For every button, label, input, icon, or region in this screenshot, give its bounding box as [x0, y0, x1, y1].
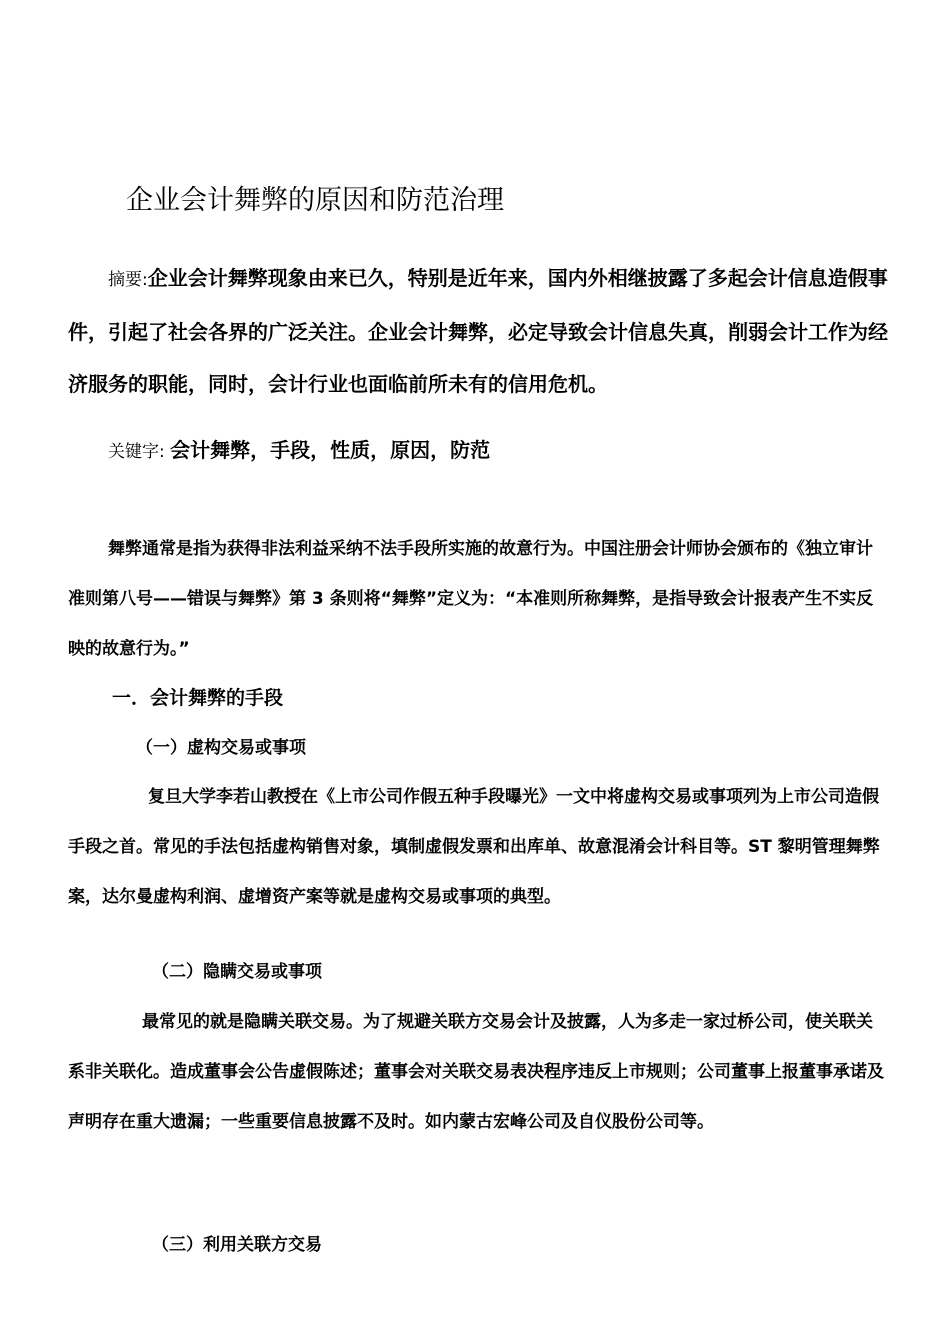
subsection-heading-2: （二）隐瞒交易或事项 — [152, 962, 322, 982]
document-title: 企业会计舞弊的原因和防范治理 — [126, 185, 504, 216]
keywords-label: 关键字: — [108, 442, 171, 462]
intro-paragraph: 舞弊通常是指为获得非法利益采纳不法手段所实施的故意行为。中国注册会计师协会颁布的《独立审计准则第八号——错误与舞弊》第 3 条则将“舞弊”定义为：“本准则所称舞弊，是指导致会计报表产生不实反映的故意行为。” — [68, 539, 874, 659]
keywords-text: 会计舞弊，手段，性质，原因，防范 — [170, 438, 491, 462]
subsection-paragraph-2: 最常见的就是隐瞒关联交易。为了规避关联方交易会计及披露，人为多走一家过桥公司，使关联关系非关联化。造成董事会公告虚假陈述；董事会对关联交易表决程序违反上市规则；公司董事上报董事承诺及声明存在重大遗漏；一些重要信息披露不及时。如内蒙古宏峰公司及自仪股份公司等。 — [68, 1012, 884, 1132]
abstract-label: 摘要: — [108, 270, 148, 290]
section-heading-1: 一．会计舞弊的手段 — [112, 687, 284, 709]
subsection-heading-1: （一）虚构交易或事项 — [136, 738, 306, 758]
subsection-paragraph-1: 复旦大学李若山教授在《上市公司作假五种手段曝光》一文中将虚构交易或事项列为上市公司造假手段之首。常见的手法包括虚构销售对象，填制虚假发票和出库单、故意混淆会计科目等。ST 黎明管理舞弊案，达尔曼虚构利润、虚增资产案等就是虚构交易或事项的典型。 — [68, 787, 880, 907]
abstract-paragraph — [68, 252, 888, 410]
subsection-heading-3: （三）利用关联方交易 — [152, 1235, 322, 1255]
abstract-text: 企业会计舞弊现象由来已久，特别是近年来，国内外相继披露了多起会计信息造假事件，引起了社会各界的广泛关注。企业会计舞弊，必定导致会计信息失真，削弱会计工作为经济服务的职能，同时，会计行业也面临前所未有的信用危机。 — [68, 266, 888, 396]
keywords-line — [108, 430, 490, 472]
